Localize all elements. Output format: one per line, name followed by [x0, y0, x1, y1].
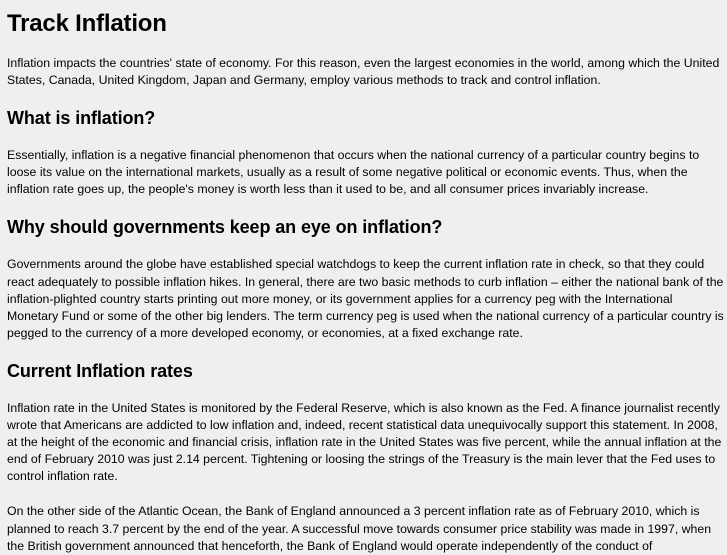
- section-paragraph: Essentially, inflation is a negative financial phenomenon that occurs when the national currency of a particular country begins to loose its value on the international markets, usually as a result of some negative political or economic events. Thus, when the inflation rate goes up, the people's money is worth less than it used to be, and all consumer prices invariably increase.: [7, 148, 700, 197]
- section-paragraph: On the other side of the Atlantic Ocean, the Bank of England announced a 3 percent inflation rate as of February 2010, which is planned to reach 3.7 percent by the end of the year. A successful move towards consumer price stability was made in 1997, when the British government announced that henceforth, the Bank of England would operate independently of the conduct of: [7, 504, 712, 553]
- section-heading-what-is-inflation: What is inflation?: [7, 108, 156, 129]
- intro-paragraph: Inflation impacts the countries' state of economy. For this reason, even the largest economies in the world, among which the United States, Canada, United Kingdom, Japan and Germany, employ various methods to track and control inflation.: [7, 56, 720, 88]
- page-title: Track Inflation: [7, 10, 167, 37]
- section-paragraph: Inflation rate in the United States is monitored by the Federal Reserve, which is also known as the Fed. A finance journalist recently wrote that Americans are addicted to low inflation and, indeed, recent statistical data unequivocally support this statement. In 2008, at the height of the economic and financial crisis, inflation rate in the United States was five percent, while the annual inflation at the end of February 2010 was just 2.14 percent. Tightening or loosing the strings of the Treasury is the main lever that the Fed uses to control inflation rate.: [7, 400, 722, 484]
- section-heading-current-rates: Current Inflation rates: [7, 360, 193, 381]
- section-heading-why-governments: Why should governments keep an eye on inflation?: [7, 217, 443, 238]
- article-content: [7, 8, 725, 555]
- section-paragraph: Governments around the globe have established special watchdogs to keep the current inflation rate in check, so that they could react adequately to possible inflation hikes. In general, there are two basic methods to curb inflation – either the national bank of the inflation-plighted country starts printing out more money, or its government applies for a currency peg with the International Monetary Fund or some of the other big lenders. The term currency peg is used when the national currency of a particular country is pegged to the currency of a more developed economy, or economies, at a fixed exchange rate.: [7, 257, 724, 340]
